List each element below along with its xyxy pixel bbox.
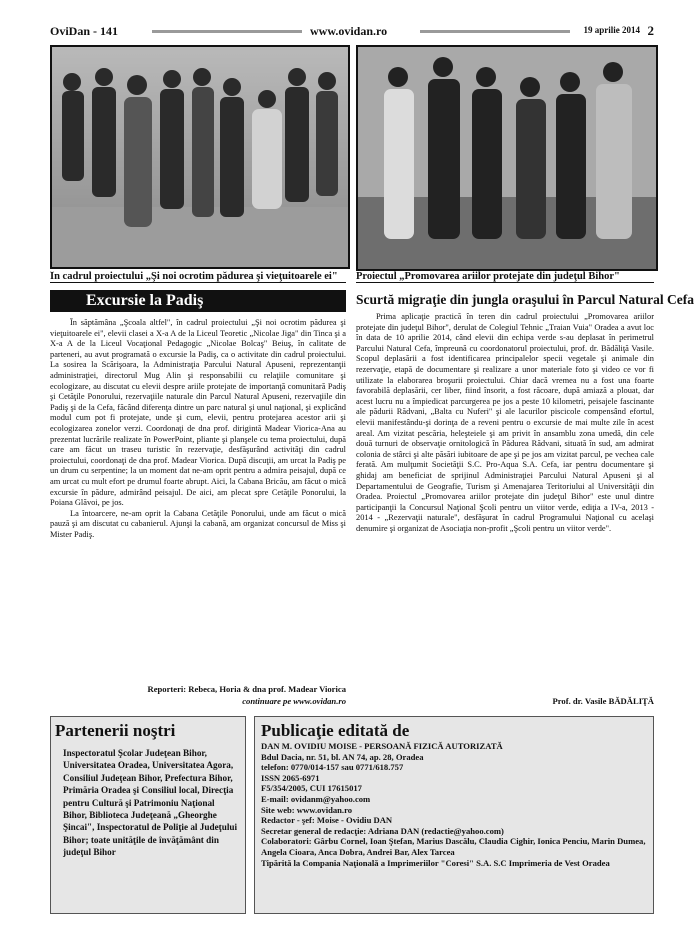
issue-date: 19 aprilie 2014 — [583, 25, 640, 35]
page-header — [50, 22, 654, 42]
continued-link[interactable]: continuare pe www.ovidan.ro — [242, 696, 346, 706]
publisher-line: telefon: 0770/014-157 sau 0771/618.757 — [261, 762, 404, 773]
group-photo-illustration — [358, 47, 656, 269]
group-photo-illustration — [52, 47, 348, 267]
publisher-line: Secretar general de redacţie: Adriana DAN (redactie@yahoo.com) — [261, 825, 504, 836]
partners-list: Inspectoratul Şcolar Judeţean Bihor, Universitatea Oradea, Universitatea Agora, Consiliul Judeţean Bihor, Prefectura Bihor, Primăria Oradea şi Consiliul local, Direcţia pentru Cultură şi Patrimoniu Naţional Bihor, Biblioteca Judeţeană „Gheorghe Şincai", Inspectoratul de Poliţie al Judeţului Bihor; toate unităţile de învăţământ din judeţul Bihor — [63, 748, 238, 858]
page-number: 2 — [647, 23, 654, 38]
left-article-title: Excursie la Padiş — [50, 290, 346, 312]
publisher-line: Redactor - şef: Moise - Ovidiu DAN — [261, 815, 393, 826]
partners-box — [50, 716, 246, 914]
publisher-box — [254, 716, 654, 914]
publisher-line: Tipărită la Compania Naţională a Imprimeriilor "Coresi" S.A. S.C Imprimeria de Vest Oradea — [261, 857, 610, 868]
right-article-title: Scurtă migraţie din jungla oraşului în Parcul Natural Cefa — [356, 292, 695, 307]
website-line[interactable]: Site web: www.ovidan.ro — [261, 804, 353, 815]
left-group-photo — [50, 45, 350, 269]
partners-title: Partenerii noştri — [55, 721, 176, 740]
publisher-line: Bdul Dacia, nr. 51, bl. AN 74, ap. 28, Oradea — [261, 751, 424, 762]
paragraph: Prima aplicaţie practică în teren din cadrul proiectului „Promovarea ariilor protejate din judeţul Bihor", derulat de Colegiul Tehnic „Traian Vuia" Oradea a avut loc în data de 10 aprilie 2014, când elevii din echipa verde s-au deplasat în perimetrul Parcului Natural Cefa, împreună cu coordonatorul proiectului, prof. dr. Bădăliţă Vasile. Scopul deplasării a fost identificarea principalelor specii vegetale şi animale din rezervaţie, etapă de documentare şi realizare a unor materiale foto şi video ce vor fi utilizate la elaborarea broşurii proiectului. Chiar dacă vremea nu a fost una foarte favorabilă deplasării, cer liber, fiind însorit, a fost răcoare, după amiază a plouat, dar acest lucru nu a împiedicat parcurgerea pe jos a peste 10 kilometri, peisajele fascinante ale pădurii Rădvani, „Balta cu Nuferi" şi ale lacurilor piscicole compensând efortul, elevii manifestându-şi dorinţa de a reveni pentru o excursie de mai multe zile în acest areal. Am vizitat pescăria, heleşteiele şi am privit în ansamblu zona umedă, din cele două turnuri de observaţie ornitologică în Pădurea Rădvani, situată în sud, am admirat colonia de stârci şi alte păsări iubitoare de ape şi pe jos am vizitat parcul, pe vechea cale ferată. Am mulţumit Societăţii S.C. Pro-Aqua S.A. Cefa, iar pentru documentare şi ghidaj am beneficiat de sprijinul Administraţiei Parcului Natural Apuseni şi al Departamentului de Geografie, Turism şi Amenajarea Teritoriului al Universităţii din Oradea. Proiectul „Promovarea ariilor protejate din judeţul Bihor" este unul dintre participanţii la Concursul Naţional Şcoli pentru un viitor verde, ediţia a IV-a, 2013 - 2014 - „Rezervaţii naturale", desfăşurat în cadrul Programului Naţional cu acelaşi denumire şi organizat de Asociaţia non-profit „Şcoli pentru un viitor verde". — [356, 312, 654, 533]
paragraph: La întoarcere, ne-am oprit la Cabana Cetăţile Ponorului, unde am făcut o mică pauză şi am discutat cu cabanierul. Ajunşi la cabană, am organizat concursul de Miss şi Mister Padiş. — [50, 508, 346, 539]
publisher-line: Colaboratori: Gârbu Cornel, Ioan Ştefan, Marius Dascălu, Claudia Cighir, Ionica Penciu, Marin Dumea, Angela Cioara, Anca Dobra, Andrei Bar, Alex Tarcea — [261, 836, 646, 857]
header-rule-right — [420, 30, 570, 33]
publisher-title: Publicaţie editată de — [261, 721, 410, 740]
right-group-photo — [356, 45, 658, 271]
left-photo-caption: În cadrul proiectului „Şi noi ocrotim pădurea şi vieţuitoarele ei" — [50, 271, 346, 283]
publisher-line: ISSN 2065-6971 — [261, 772, 320, 783]
issue-number: OviDan - 141 — [50, 24, 119, 38]
email-line[interactable]: E-mail: ovidanm@yahoo.com — [261, 793, 371, 804]
publisher-line: F5/354/2005, CUI 17615017 — [261, 783, 362, 794]
right-article-author: Prof. dr. Vasile BĂDĂLIŢĂ — [552, 696, 654, 706]
right-photo-caption: Proiectul „Promovarea ariilor protejate din judeţul Bihor" — [356, 271, 654, 283]
publisher-line: DAN M. OVIDIU MOISE - PERSOANĂ FIZICĂ AUTORIZATĂ — [261, 741, 503, 751]
header-rule-left — [152, 30, 302, 33]
left-article-reporters: Reporteri: Rebeca, Horia & dna prof. Madear Viorica — [147, 684, 346, 694]
right-article-body — [356, 312, 654, 692]
paragraph: În săptămâna „Şcoala altfel", în cadrul proiectului „Şi noi ocrotim pădurea şi vieţuitoarele ei", elevii clasei a X-a A de la Liceul Teoretic „Nicolae Jiga" din Tinca şi a X-a A de la Liceul Vocaţional Pedagogic „Nicolae Bolcaş" Beiuş, în calitate de parteneri, au avut programată o excursie la Padiş, ca o activitate din cadrul proiectului. La sosirea la Scărişoara, la Administraţia Parcului Natural Apuseni, reprezentanţii administraţiei, directorul Mug Alin şi responsabilii cu relaţiile comunitare şi ecologizare, au discutat cu elevii despre ariile protejate de importanţă comunitară Padiş şi Cetăţile Ponorului, rezervaţiile naturale din Parcul Natural Apuseni, rezervaţiile din Padiş şi de la Cefa, făcând diferenţa dintre un parc natural şi unul naţional, şi explicând modul cum pot fi protejate, unde şi cum, elevii, pentru protejarea acestor arii şi ecologizarea zonelor verzi. Coordonaţi de dna prof. dirigintă Madear Viorica-Ana au prezentat lucrările realizate în PowerPoint, pliante şi planşele cu tema proiectului, după care am făcut un traseu turistic în rezervaţie, desfăşurând activităţi din cadrul proiectului, coordonaţi de dna prof. Madear Viorica. După discuţii, am urcat la Padiş pe un drum cu serpentine; la un moment dat ne-am oprit pentru a admira peisajul, după ce am urcat cu mult efort pe drumul foarte abrupt. Aici, la Cabana Bricău, am făcut o mică excursie în pădure, admirând peisajul. De aici, am plecat spre Cetăţile Ponorului, la Poiana Glăvoi, pe jos. — [50, 318, 346, 508]
left-article-body — [50, 318, 346, 680]
site-url[interactable]: www.ovidan.ro — [310, 24, 388, 38]
